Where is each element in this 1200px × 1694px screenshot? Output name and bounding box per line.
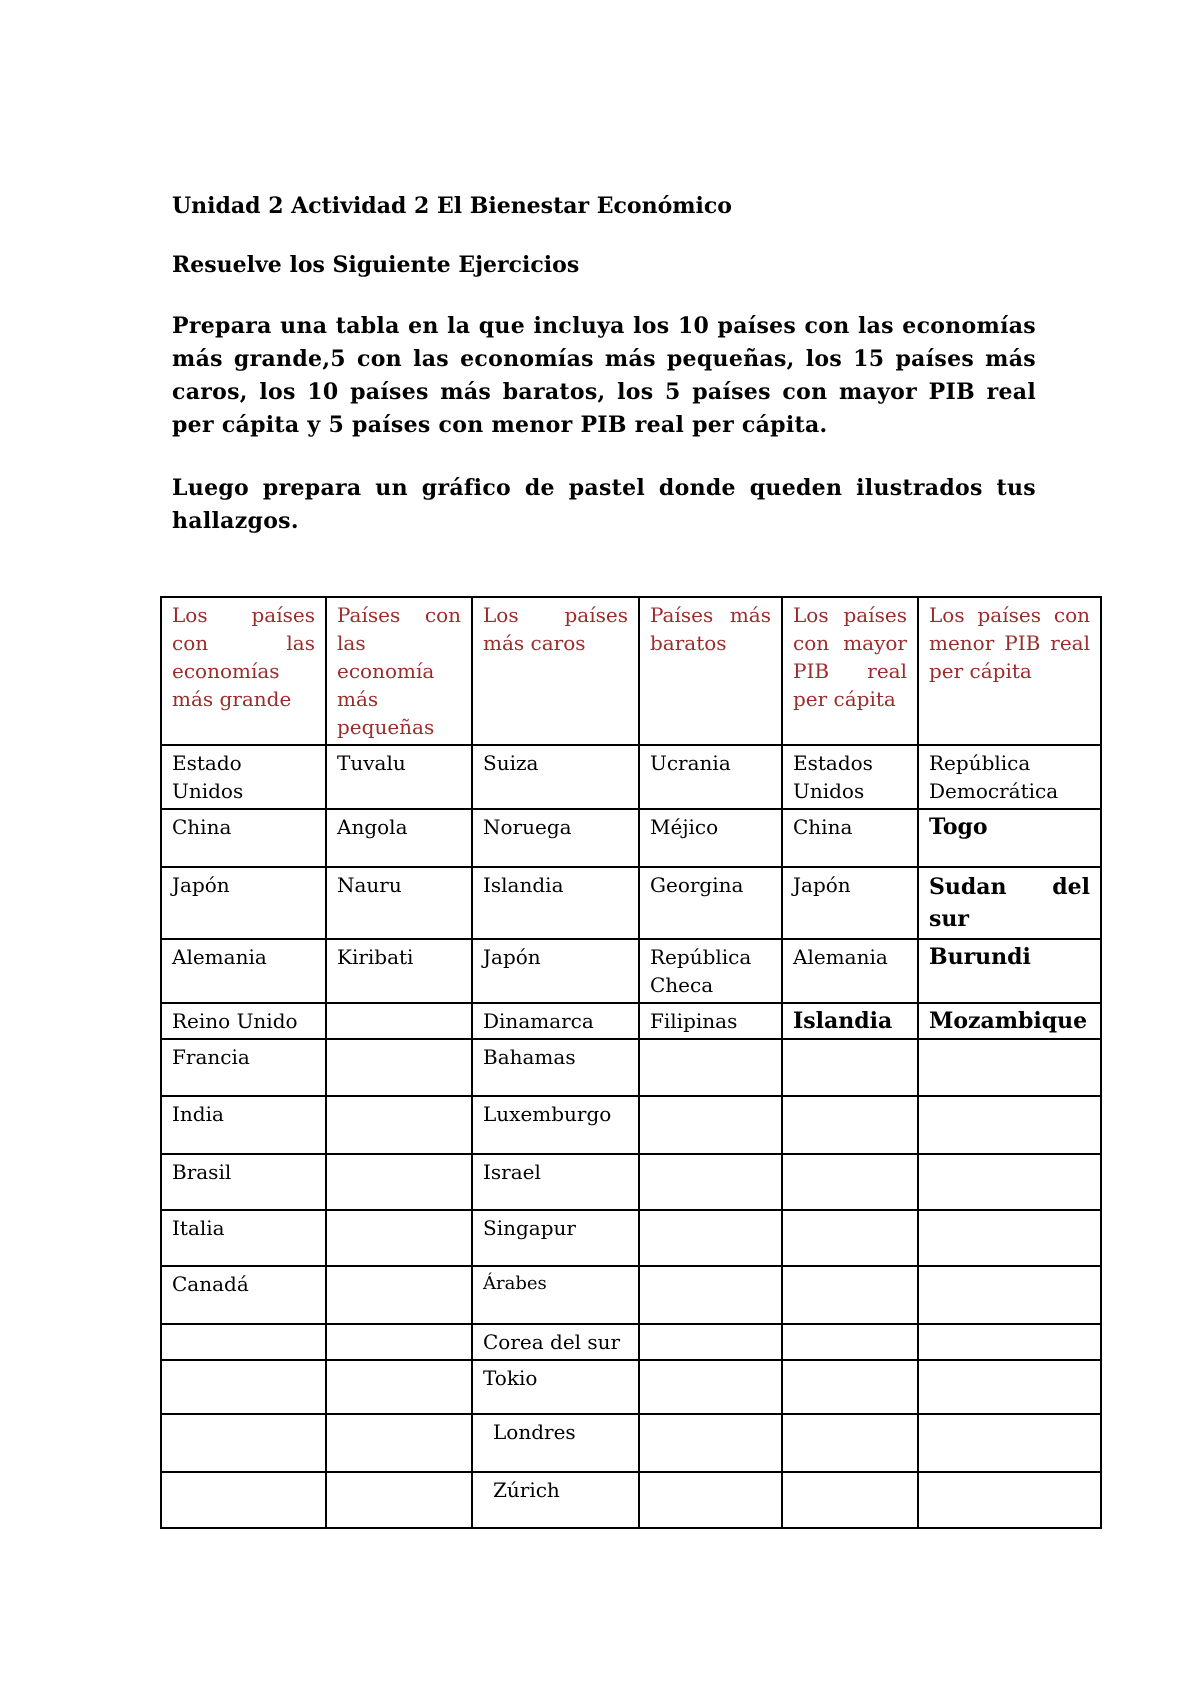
table-cell: República Democrática <box>918 745 1101 809</box>
table-cell <box>326 1003 472 1039</box>
table-cell <box>782 1154 918 1210</box>
table-cell <box>782 1414 918 1472</box>
table-cell <box>782 1039 918 1096</box>
table-row <box>161 1210 1101 1266</box>
page-subtitle: Resuelve los Siguiente Ejercicios <box>172 252 580 278</box>
table-cell: Tuvalu <box>326 745 472 809</box>
table-cell <box>782 1210 918 1266</box>
table-cell <box>326 1414 472 1472</box>
table-cell: Angola <box>326 809 472 867</box>
table-cell <box>918 1154 1101 1210</box>
table-cell <box>782 1324 918 1360</box>
table-cell: Francia <box>161 1039 326 1096</box>
table-cell: Georgina <box>639 867 782 939</box>
table-row <box>161 1266 1101 1324</box>
table-cell: Ucrania <box>639 745 782 809</box>
table-cell-text: Israel <box>483 1160 541 1184</box>
table-cell <box>326 1154 472 1210</box>
table-cell: Brasil <box>161 1154 326 1210</box>
table-cell <box>782 1472 918 1528</box>
table-cell <box>326 1039 472 1096</box>
table-cell <box>472 1154 639 1210</box>
table-row <box>161 939 1101 1003</box>
table-row <box>161 867 1101 939</box>
table-cell <box>161 1266 326 1324</box>
table-row <box>161 1324 1101 1360</box>
header-smallest-economies: Países con las economía más pequeñas <box>326 597 472 745</box>
instructions-paragraph-2: Luego prepara un gráfico de pastel donde queden ilustrados tus hallazgos. <box>172 475 1036 534</box>
table-cell <box>918 1096 1101 1154</box>
table-row <box>161 809 1101 867</box>
header-largest-economies: Los países con las economías más grande <box>161 597 326 745</box>
countries-table <box>160 596 1102 1529</box>
table-cell: Estados Unidos <box>782 745 918 809</box>
table-cell <box>161 1210 326 1266</box>
table-cell-text: India <box>172 1102 224 1126</box>
table-cell <box>161 1414 326 1472</box>
table-cell <box>639 1039 782 1096</box>
table-cell <box>639 1210 782 1266</box>
table-cell: Mozambique <box>918 1003 1101 1039</box>
table-row <box>161 1039 1101 1096</box>
header-highest-gdp: Los países con mayor PIB real per cápita <box>782 597 918 745</box>
table-cell: Méjico <box>639 809 782 867</box>
table-cell <box>918 1414 1101 1472</box>
table-cell: Burundi <box>918 939 1101 1003</box>
table-cell: China <box>782 809 918 867</box>
table-cell: Corea del sur <box>472 1324 639 1360</box>
table-cell <box>326 1096 472 1154</box>
table-cell <box>472 867 639 939</box>
table-cell: Alemania <box>161 939 326 1003</box>
table-cell <box>161 1360 326 1414</box>
header-most-expensive: Los países más caros <box>472 597 639 745</box>
header-cheapest: Países más baratos <box>639 597 782 745</box>
table-cell-text: Japón <box>483 945 541 969</box>
table-cell: Sudan del sur <box>918 867 1101 939</box>
table-cell: Londres <box>472 1414 639 1472</box>
table-cell: Togo <box>918 809 1101 867</box>
table-row <box>161 745 1101 809</box>
page-title: Unidad 2 Actividad 2 El Bienestar Económico <box>172 193 732 219</box>
table-cell: China <box>161 809 326 867</box>
table-cell <box>918 1472 1101 1528</box>
table-cell: Nauru <box>326 867 472 939</box>
table-cell <box>326 1210 472 1266</box>
table-cell <box>472 939 639 1003</box>
table-cell <box>326 1324 472 1360</box>
table-cell: Japón <box>161 867 326 939</box>
table-cell: Dinamarca <box>472 1003 639 1039</box>
table-row <box>161 1154 1101 1210</box>
table-cell: República Checa <box>639 939 782 1003</box>
table-cell: Japón <box>782 867 918 939</box>
table-cell <box>161 1472 326 1528</box>
table-cell: Estado Unidos <box>161 745 326 809</box>
table-cell: Bahamas <box>472 1039 639 1096</box>
table-row <box>161 1096 1101 1154</box>
table-cell <box>472 809 639 867</box>
table-cell <box>639 1154 782 1210</box>
table-cell <box>639 1472 782 1528</box>
table-cell: Alemania <box>782 939 918 1003</box>
table-cell-text: Italia <box>172 1216 225 1240</box>
table-cell <box>326 1266 472 1324</box>
table-cell: Singapur <box>472 1210 639 1266</box>
table-cell <box>918 1360 1101 1414</box>
table-header-row <box>161 597 1101 745</box>
table-cell <box>639 1360 782 1414</box>
table-cell <box>918 1210 1101 1266</box>
header-lowest-gdp: Los países con menor PIB real per cápita <box>918 597 1101 745</box>
table-cell <box>639 1324 782 1360</box>
table-row <box>161 1472 1101 1528</box>
table-cell <box>161 1324 326 1360</box>
table-cell <box>326 1360 472 1414</box>
table-cell: Islandia <box>782 1003 918 1039</box>
table-cell <box>918 1039 1101 1096</box>
table-cell: Suiza <box>472 745 639 809</box>
table-cell: Filipinas <box>639 1003 782 1039</box>
table-cell <box>782 1266 918 1324</box>
table-cell: Kiribati <box>326 939 472 1003</box>
table-cell <box>639 1266 782 1324</box>
table-cell <box>326 1472 472 1528</box>
table-cell: Tokio <box>472 1360 639 1414</box>
table-cell <box>782 1360 918 1414</box>
table-cell-text: Canadá <box>172 1272 249 1296</box>
table-cell <box>161 1096 326 1154</box>
table-cell: Luxemburgo <box>472 1096 639 1154</box>
table-cell-text: Noruega <box>483 815 572 839</box>
table-cell <box>639 1096 782 1154</box>
table-cell: Árabes <box>472 1266 639 1324</box>
table-cell <box>918 1324 1101 1360</box>
table-cell-text: Islandia <box>483 873 564 897</box>
table-row <box>161 1360 1101 1414</box>
table-cell <box>782 1096 918 1154</box>
table-row <box>161 1414 1101 1472</box>
table-cell <box>639 1414 782 1472</box>
table-cell: Reino Unido <box>161 1003 326 1039</box>
table-row <box>161 1003 1101 1039</box>
instructions-paragraph-1: Prepara una tabla en la que incluya los 10 países con las economías más grande,5 con las economías más pequeñas, los 15 países más caros, los 10 países más baratos, los 5 países con mayor PIB real per cápita y 5 países con menor PIB real per cápita. <box>172 313 1036 438</box>
table-cell <box>918 1266 1101 1324</box>
table-cell: Zúrich <box>472 1472 639 1528</box>
